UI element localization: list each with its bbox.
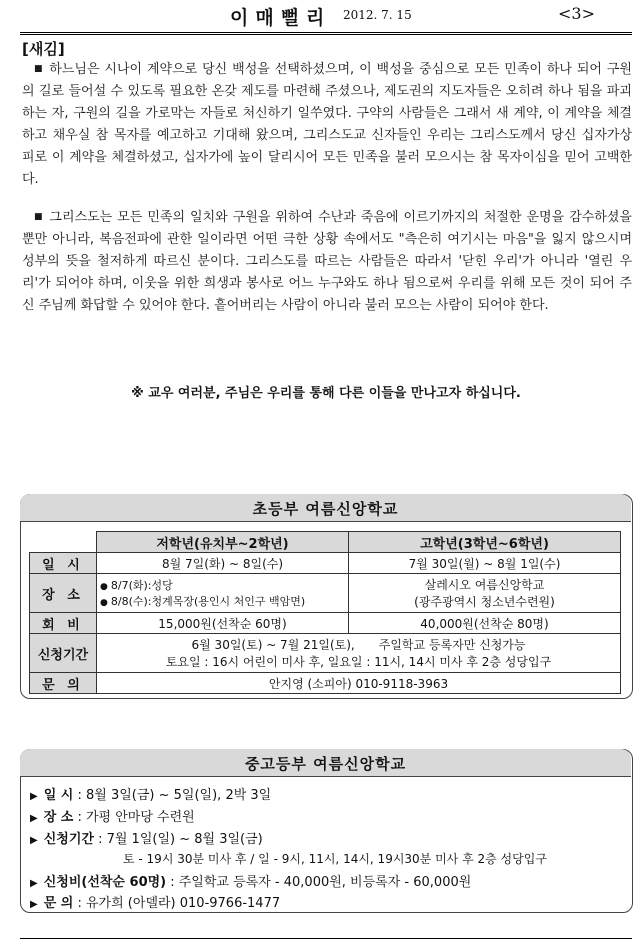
column-header-lower: 저학년(유치부~2학년): [97, 532, 349, 553]
cell-apply: [97, 634, 621, 673]
paragraph-text: 그리스도는 모든 민족의 일치와 구원을 위하여 수난과 죽음에 이르기까지의 처절한 운명을 감수하셨을 뿐만 아니라, 복음전파에 관한 일이라면 어떤 극한 상황 속에서도 "측은히 여기시는 마음"을 잃지 않으시며 성부의 뜻을 철저하게 따르신 분이다. 그리스도를 따르는 사람들은 따라서 '닫힌 우리'가 아니라 '열린 우리'가 되어야 하며, 이웃을 위한 희생과 봉사로 어느 누구와도 하나 됨으로써 우리를 위해 모든 것이 되어 주신 주님께 화답할 수 있어야 한다. 흩어버리는 사람이 아니라 불러 모으는 사람이 되어야 한다.: [22, 210, 632, 313]
triangle-bullet-icon: ▶: [30, 878, 38, 889]
info-value: : 8월 3일(금) ~ 5일(일), 2박 3일: [73, 788, 272, 803]
info-value: : 가평 안마당 수련원: [73, 810, 195, 825]
info-item-apply: [30, 828, 263, 847]
dot-bullet-icon: ●: [100, 598, 108, 608]
empty-cell: [30, 532, 97, 553]
table-row: [30, 673, 621, 694]
newsletter-title: 이매뻘리: [230, 7, 332, 29]
cell-low-place: [97, 574, 349, 613]
box-title: 초등부 여름신앙학교: [252, 500, 399, 518]
place-line: 살레시오 여름신앙학교: [424, 578, 545, 592]
column-header-upper: 고학년(3학년~6학년): [349, 532, 621, 553]
footer-rule: [20, 938, 632, 939]
elementary-schedule-table: [29, 531, 621, 694]
info-value: : 유가희 (아델라) 010-9766-1477: [73, 896, 281, 911]
callout-text: ※ 교우 여러분, 주님은 우리를 통해 다른 이들을 만나고자 하십니다.: [131, 386, 521, 401]
cell-high-date: 7월 30일(월) ~ 8월 1일(수): [349, 553, 621, 574]
table-row: [30, 613, 621, 634]
cell-low-fee: 15,000원(선착순 60명): [97, 613, 349, 634]
paragraph-text: 하느님은 시나이 계약으로 당신 백성을 선택하셨으며, 이 백성을 중심으로 모든 민족이 하나 되어 구원의 길로 들어설 수 있도록 필요한 온갖 제도를 마련해 주셨으나, 제도권의 지도자들은 오히려 하나 됨을 파괴하는 자, 구원의 길을 가로막는 자들로 처신하기 일쑤였다. 구약의 사람들은 그래서 새 계약, 이 계약을 체결하고 채우실 참 목자를 예고하고 기대해 왔으며, 그리스도교 신자들인 우리는 그리스도께서 당신 십자가상 피로 이 계약을 체결하셨고, 십자가에 높이 달리시어 모든 민족을 불러 모으시는 참 목자이심을 믿어 고백한다.: [22, 62, 632, 187]
row-label-date: 일 시: [30, 553, 97, 574]
apply-note: 주일학교 등록자만 신청가능: [378, 638, 526, 652]
issue-date: 2012. 7. 15: [343, 8, 412, 22]
triangle-bullet-icon: ▶: [30, 899, 38, 910]
section-label: [새김]: [22, 40, 65, 58]
table-header-row: [30, 532, 621, 553]
apply-times: 토요일 : 16시 어린이 미사 후, 일요일 : 11시, 14시 미사 후 2층 성당입구: [165, 655, 552, 669]
table-row: [30, 574, 621, 613]
triangle-bullet-icon: ▶: [30, 835, 38, 846]
info-value: : 주일학교 등록자 - 40,000원, 비등록자 - 60,000원: [166, 875, 472, 890]
cell-low-date: 8월 7일(화) ~ 8일(수): [97, 553, 349, 574]
row-label-contact: 문 의: [30, 673, 97, 694]
info-item-apply-times: [123, 850, 547, 867]
info-label: 장 소: [43, 810, 74, 825]
square-bullet-icon: ■: [34, 212, 44, 222]
place-line: 8/8(수):청계목장(용인시 처인구 백암면): [110, 595, 306, 608]
row-label-place: 장 소: [30, 574, 97, 613]
header-rule: [20, 34, 632, 35]
info-value: : 7월 1일(일) ~ 8월 3일(금): [93, 832, 263, 847]
cell-high-place: [349, 574, 621, 613]
apply-period: 6월 30일(토) ~ 7월 21일(토),: [191, 638, 355, 652]
info-label: 문 의: [43, 896, 74, 911]
row-label-fee: 회 비: [30, 613, 97, 634]
triangle-bullet-icon: ▶: [30, 813, 38, 824]
place-line: (광주광역시 청소년수련원): [414, 595, 555, 609]
table-row: [30, 634, 621, 673]
square-bullet-icon: ■: [34, 64, 44, 74]
info-label: 신청기간: [43, 832, 94, 847]
info-item-contact: [30, 892, 280, 911]
table-row: [30, 553, 621, 574]
paragraph: [22, 58, 632, 191]
info-item-place: [30, 806, 195, 825]
info-label: 신청비(선착순 60명): [43, 875, 167, 890]
place-line: 8/7(화):성당: [110, 579, 173, 592]
cell-high-fee: 40,000원(선착순 80명): [349, 613, 621, 634]
page-number: <3>: [558, 4, 595, 23]
info-label: 일 시: [43, 788, 74, 803]
cell-contact: 안지영 (소피아) 010-9118-3963: [97, 673, 621, 694]
paragraph: [22, 206, 632, 317]
header-rule: [20, 32, 632, 33]
box-title: 중고등부 여름신앙학교: [244, 755, 407, 773]
triangle-bullet-icon: ▶: [30, 791, 38, 802]
dot-bullet-icon: ●: [100, 582, 108, 592]
info-item-date: [30, 784, 271, 803]
info-value: 토 - 19시 30분 미사 후 / 일 - 9시, 11시, 14시, 19시30분 미사 후 2층 성당입구: [123, 852, 547, 866]
row-label-apply: 신청기간: [30, 634, 97, 673]
info-item-fee: [30, 871, 471, 890]
